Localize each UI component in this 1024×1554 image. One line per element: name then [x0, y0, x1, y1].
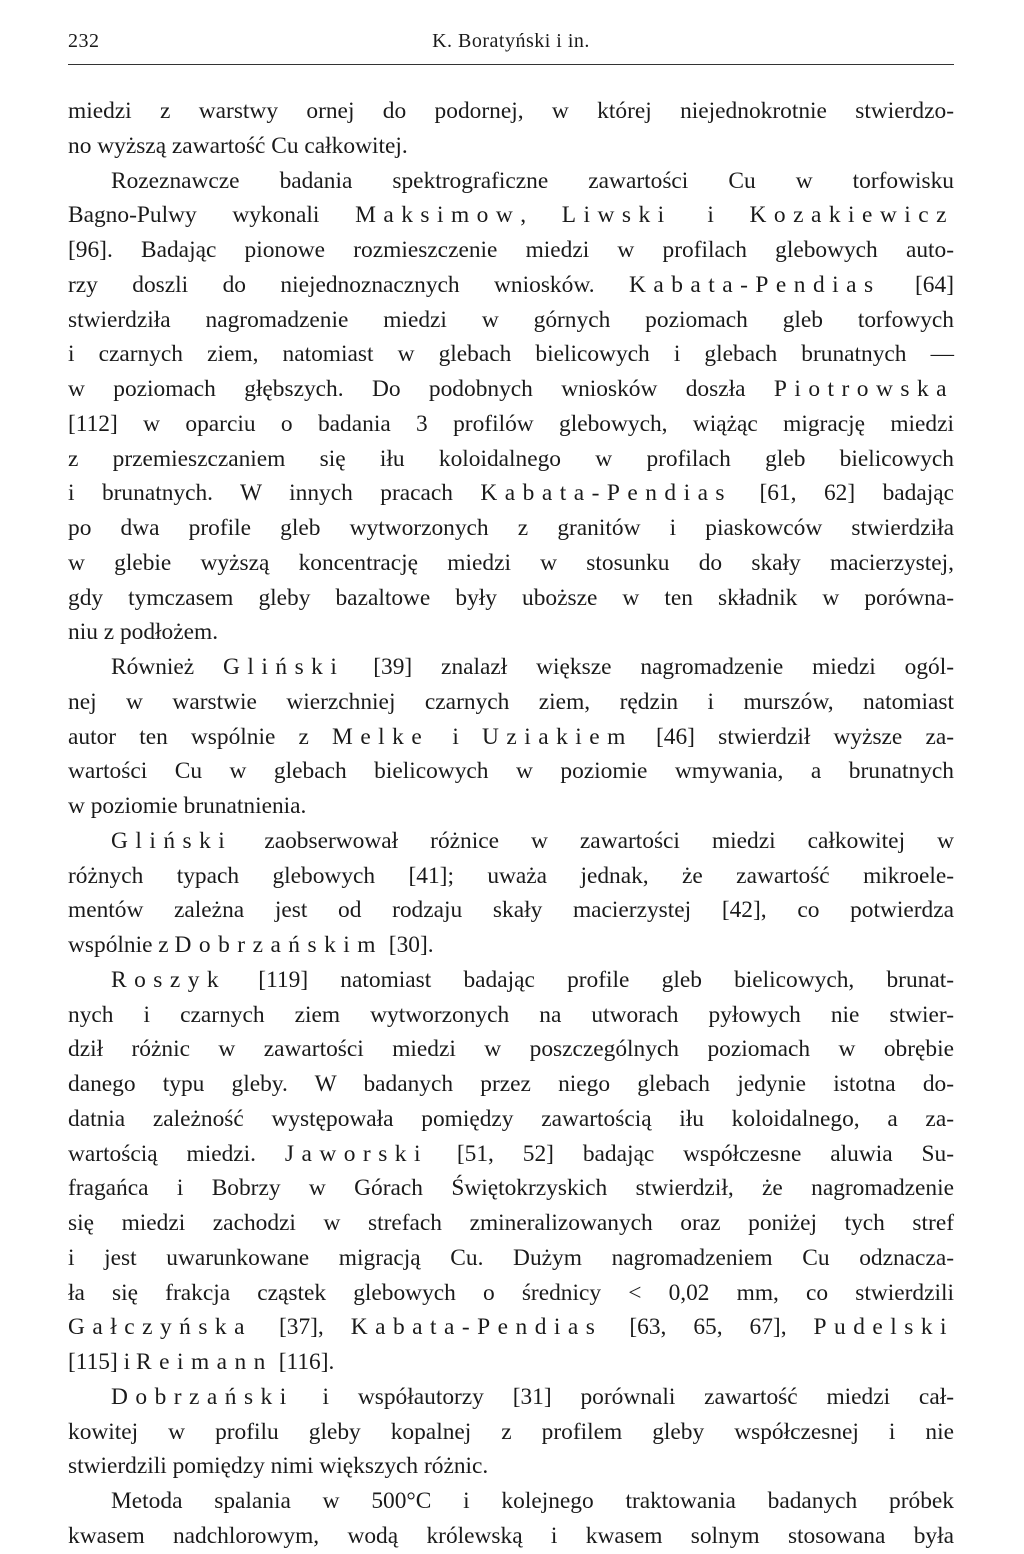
text-run: i	[429, 723, 483, 750]
text-run: niu z podłożem.	[68, 619, 219, 646]
text-run: różnych typach glebowych [41]; uważa jednak, że zawartość mikroele-	[68, 862, 954, 889]
author-name: Maksimow	[355, 202, 521, 229]
text-line	[68, 303, 954, 338]
text-run: zaobserwował różnice w zawartości miedzi całkowitej w	[232, 827, 954, 854]
text-line	[68, 1137, 954, 1172]
text-run: [39] znalazł większe nagromadzenie miedzi ogól-	[344, 654, 954, 680]
text-run: [64]	[880, 271, 954, 298]
author-name: Kozakiewicz	[749, 202, 954, 229]
text-line	[68, 1171, 954, 1206]
author-name: Gliński	[111, 827, 233, 854]
text-run: wartości Cu w glebach bielicowych w poziomie wmywania, a brunatnych	[68, 758, 954, 785]
text-run: po dwa profile gleb wytworzonych z granitów i piaskowców stwierdziła	[68, 515, 954, 541]
text-run: mentów zależna jest od rodzaju skały macierzystej [42], co potwierdza	[68, 897, 954, 924]
text-line	[68, 1032, 954, 1067]
running-head: K. Boratyński i in.	[432, 30, 590, 52]
text-line	[68, 1067, 954, 1102]
header-rule	[68, 64, 954, 65]
body-text	[68, 94, 954, 1554]
text-run: stwierdzili pomiędzy nimi większych różnic.	[68, 1453, 489, 1480]
author-name: Liwski	[561, 202, 672, 229]
text-line	[68, 268, 954, 303]
text-run: [37],	[252, 1314, 351, 1341]
text-run: z przemieszczaniem się iłu koloidalnego w profilach gleb bielicowych	[68, 445, 954, 472]
text-run: Metoda spalania w 500°C i kolejnego traktowania badanych próbek	[111, 1488, 954, 1514]
text-line	[68, 511, 954, 546]
text-run: nych i czarnych ziem wytworzonych na utworach pyłowych nie stwier-	[68, 1001, 954, 1028]
text-run: rzy doszli do niejednoznacznych wniosków.	[68, 271, 629, 298]
text-run: i czarnych ziem, natomiast w glebach bielicowych i glebach brunatnych —	[68, 341, 954, 368]
text-line	[68, 720, 954, 755]
text-run: [119] natomiast badając profile gleb bielicowych, brunat-	[226, 966, 954, 993]
text-run: [61, 62] badając	[732, 480, 954, 507]
text-line	[68, 581, 954, 616]
text-line	[68, 129, 954, 164]
text-run: Bagno-Pulwy wykonali	[68, 202, 356, 229]
text-line	[68, 1415, 954, 1450]
text-line	[68, 998, 954, 1033]
author-name: Kabata-Pendias	[350, 1314, 603, 1341]
text-run: autor ten wspólnie z	[68, 723, 333, 750]
text-line	[68, 372, 954, 407]
text-run: datnia zależność występowała pomiędzy zawartością iłu koloidalnego, a za-	[68, 1105, 954, 1132]
text-run: kowitej w profilu gleby kopalnej z profilem gleby współczesnej i nie	[68, 1418, 954, 1445]
text-line	[68, 754, 954, 789]
text-line	[68, 1102, 954, 1137]
text-run: danego typu gleby. W badanych przez niego glebach jedynie istotna do-	[68, 1071, 954, 1097]
text-run: [116].	[272, 1349, 335, 1375]
author-name: Gałczyńska	[68, 1314, 252, 1341]
text-line	[68, 442, 954, 477]
text-run: ła się frakcja cząstek glebowych o średnicy < 0,02 mm, co stwierdzili	[68, 1279, 954, 1306]
author-name: Dobrzańskim	[174, 932, 383, 958]
text-line	[68, 928, 954, 963]
text-run: ,	[520, 202, 562, 229]
text-run: Również	[111, 654, 224, 680]
page-number: 232	[68, 30, 100, 52]
author-name: Kabata-Pendias	[628, 271, 881, 298]
text-line	[68, 789, 954, 824]
text-line	[68, 963, 954, 998]
text-line	[68, 337, 954, 372]
text-line	[68, 1380, 954, 1415]
text-line	[68, 1345, 954, 1380]
text-line	[68, 1310, 954, 1345]
text-run: w poziomach głębszych. Do podobnych wniosków doszła	[68, 376, 774, 402]
text-run: i jest uwarunkowane migracją Cu. Dużym nagromadzeniem Cu odznacza-	[68, 1244, 954, 1271]
author-name: Reimann	[136, 1349, 273, 1375]
text-line	[68, 1276, 954, 1311]
text-run: i brunatnych. W innych pracach	[68, 480, 481, 507]
author-name: Kabata-Pendias	[480, 480, 733, 507]
text-run: w poziomie brunatnienia.	[68, 793, 307, 819]
text-run: no wyższą zawartość Cu całkowitej.	[68, 132, 408, 159]
text-line	[68, 94, 954, 129]
text-line	[68, 859, 954, 894]
text-line	[68, 546, 954, 581]
text-line	[68, 685, 954, 720]
author-name: Jaworski	[284, 1140, 428, 1167]
text-line	[68, 824, 954, 859]
text-line	[68, 1484, 954, 1519]
text-run: [30].	[382, 932, 434, 958]
text-run: [51, 52] badając współczesne aluwia Su-	[427, 1140, 954, 1167]
text-run: wspólnie z	[68, 932, 175, 958]
text-run: [115] i	[68, 1349, 136, 1375]
author-name: Pudelski	[813, 1314, 955, 1341]
text-line	[68, 164, 954, 199]
text-run: [63, 65, 67],	[602, 1314, 814, 1341]
text-line	[68, 1241, 954, 1276]
author-name: Piotrowska	[773, 376, 954, 402]
text-line	[68, 615, 954, 650]
text-line	[68, 476, 954, 511]
text-run: kwasem nadchlorowym, wodą królewską i kwasem solnym stosowana była	[68, 1522, 954, 1549]
text-line	[68, 233, 954, 268]
text-run: gdy tymczasem gleby bazaltowe były uboższe w ten składnik w porówna-	[68, 584, 954, 611]
author-name: Gliński	[223, 654, 345, 680]
text-line	[68, 198, 954, 233]
text-line	[68, 650, 954, 685]
text-run: Rozeznawcze badania spektrograficzne zawartości Cu w torfowisku	[111, 167, 954, 194]
text-run: wartością miedzi.	[68, 1140, 285, 1167]
text-line	[68, 1449, 954, 1484]
author-name: Roszyk	[111, 966, 227, 993]
text-line	[68, 1206, 954, 1241]
text-line	[68, 893, 954, 928]
text-run: stwierdziła nagromadzenie miedzi w górnych poziomach gleb torfowych	[68, 306, 954, 333]
author-name: Melke	[332, 723, 430, 750]
text-run: dził różnic w zawartości miedzi w poszczególnych poziomach w obrębie	[68, 1036, 954, 1063]
text-run: się miedzi zachodzi w strefach zmineralizowanych oraz poniżej tych stref	[68, 1210, 954, 1236]
author-name: Uziakiem	[482, 723, 633, 750]
text-run: i współautorzy [31] porównali zawartość miedzi cał-	[293, 1383, 954, 1410]
text-run: [46] stwierdził wyższe za-	[632, 723, 954, 750]
text-line	[68, 1519, 954, 1554]
text-run: i	[671, 202, 750, 229]
text-line	[68, 407, 954, 442]
text-run: fragańca i Bobrzy w Górach Świętokrzyskich stwierdził, że nagromadzenie	[68, 1175, 954, 1202]
text-run: nej w warstwie wierzchniej czarnych ziem, rędzin i murszów, natomiast	[68, 688, 954, 715]
text-run: [112] w oparciu o badania 3 profilów glebowych, wiążąc migrację miedzi	[68, 410, 954, 437]
text-run: miedzi z warstwy ornej do podornej, w której niejednokrotnie stwierdzo-	[68, 98, 954, 124]
author-name: Dobrzański	[111, 1383, 294, 1410]
text-run: w glebie wyższą koncentrację miedzi w stosunku do skały macierzystej,	[68, 549, 954, 576]
text-run: [96]. Badając pionowe rozmieszczenie miedzi w profilach glebowych auto-	[68, 237, 954, 263]
